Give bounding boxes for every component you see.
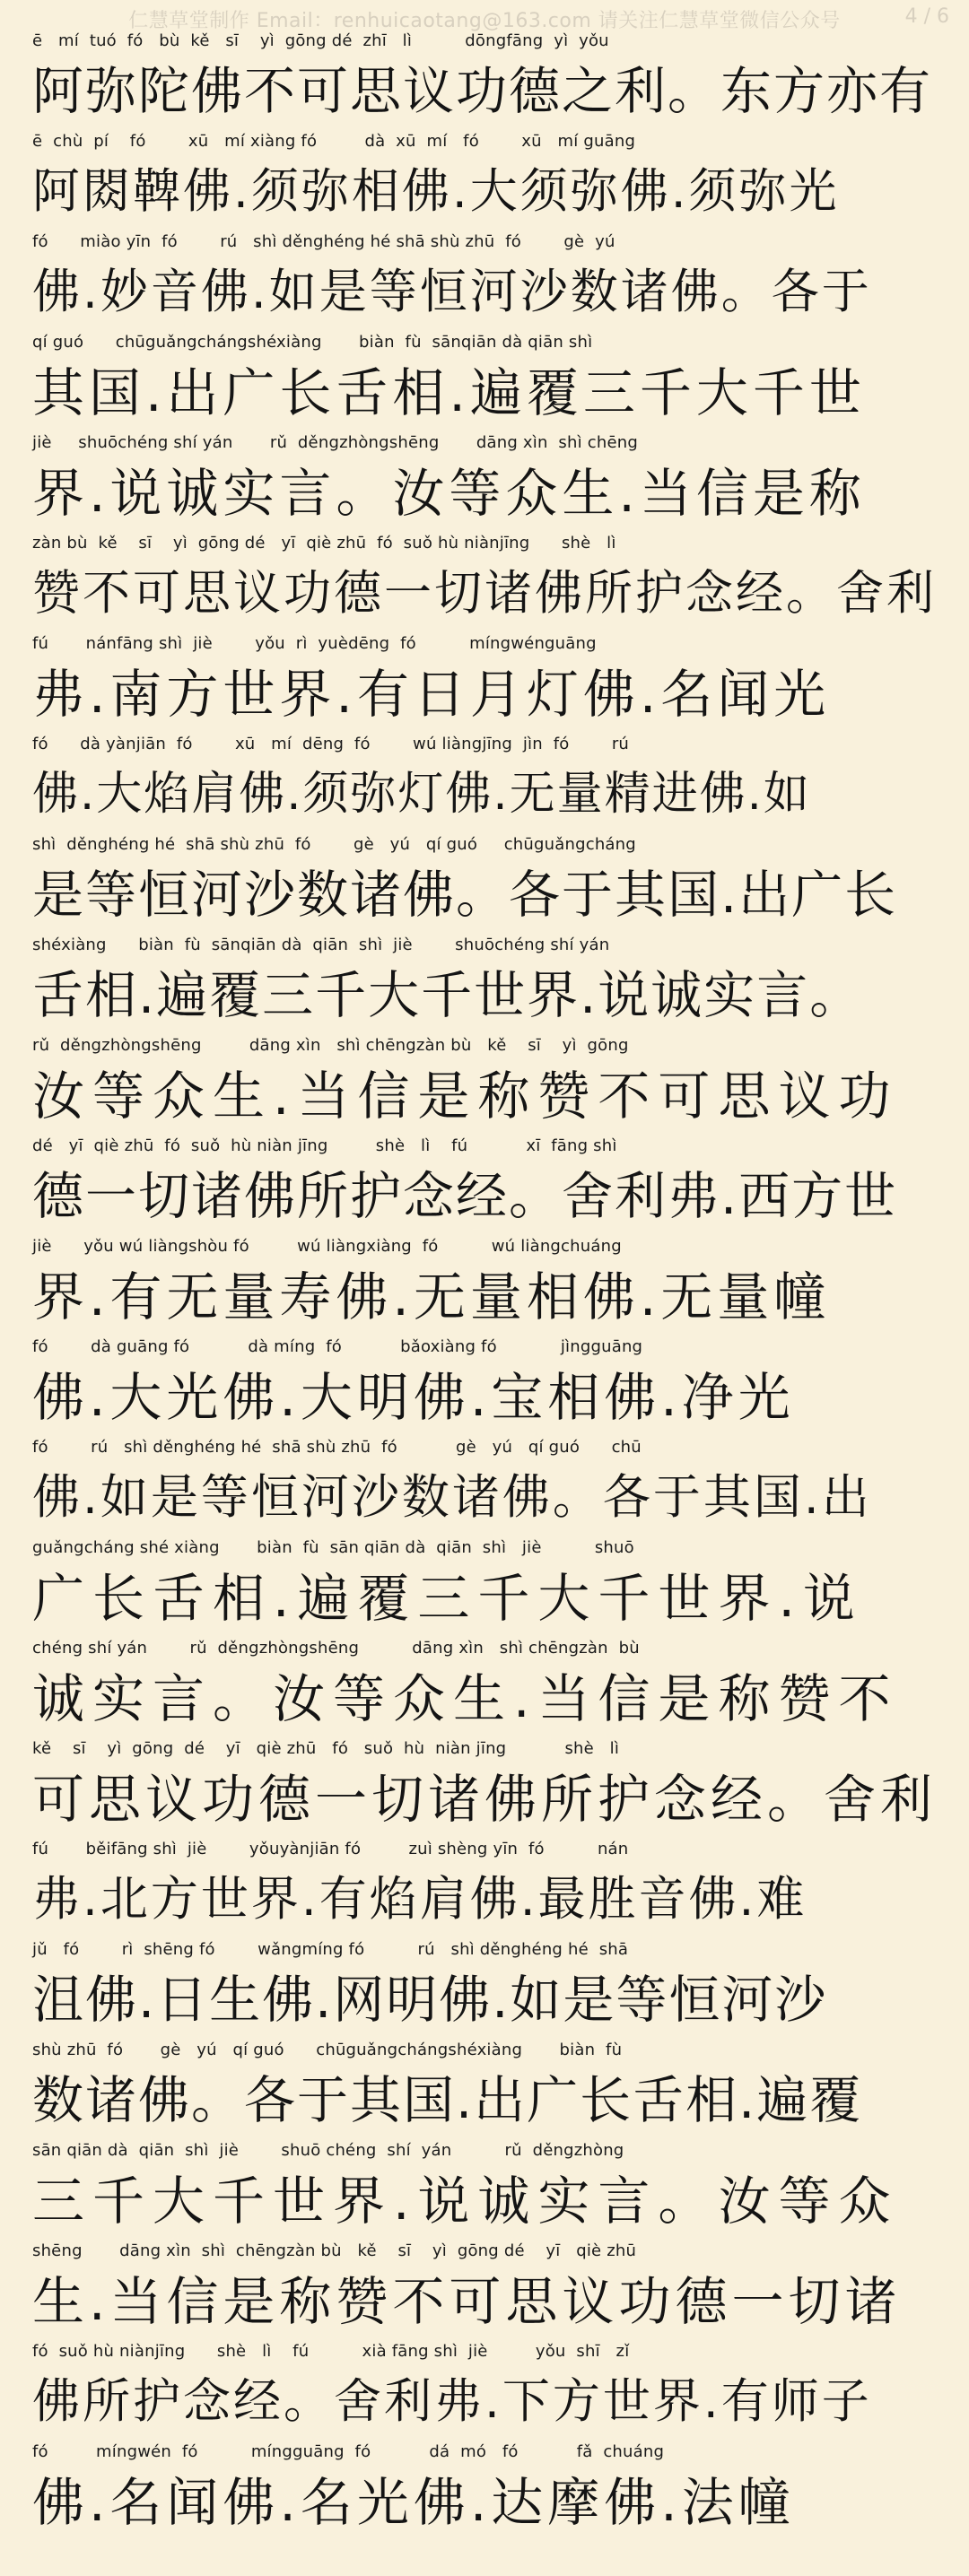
chinese-text: 舌相.遍覆三千大千世界.说诚实言。 xyxy=(32,966,863,1025)
pinyin-annotation: fó míngwén fó míngguāng fó dá mó fó fǎ chuáng xyxy=(32,2442,665,2461)
chinese-text: 汝等众生.当信是称赞不可思议功 xyxy=(32,1066,899,1127)
page-number: 4 / 6 xyxy=(904,5,949,28)
text-line xyxy=(32,522,947,622)
chinese-text: 广长舌相.遍覆三千大千世界.说 xyxy=(32,1568,863,1629)
chinese-text: 可思议功德一切诸佛所护念经。舍利 xyxy=(32,1769,938,1830)
chinese-text: 佛.大光佛.大明佛.宝相佛.净光 xyxy=(32,1367,795,1428)
pinyin-annotation: ē mí tuó fó bù kě sī yì gōng dé zhī lì dōngfāng yì yǒu xyxy=(32,31,609,50)
pinyin-annotation: jiè shuōchéng shí yán rǔ děngzhòngshēng dāng xìn shì chēng xyxy=(32,433,638,452)
pinyin-annotation: chéng shí yán rǔ děngzhòngshēng dāng xìn shì chēngzàn bù xyxy=(32,1639,640,1658)
text-line xyxy=(32,2129,947,2230)
pinyin-annotation: zàn bù kě sī yì gōng dé yī qiè zhū fó suǒ hù niànjīng shè lì xyxy=(32,534,616,553)
text-line xyxy=(32,2330,947,2431)
chinese-text: 沮佛.日生佛.网明佛.如是等恒河沙 xyxy=(32,1971,828,2030)
pinyin-annotation: sān qiān dà qiān shì jiè shuō chéng shí yán rǔ děngzhòng xyxy=(32,2141,624,2160)
pinyin-annotation: fú nánfāng shì jiè yǒu rì yuèdēng fó míngwénguāng xyxy=(32,634,597,653)
pinyin-annotation: fó miào yīn fó rú shì děnghéng hé shā shù zhū fó gè yú xyxy=(32,232,615,251)
pinyin-annotation: shéxiàng biàn fù sānqiān dà qiān shì jiè shuōchéng shí yán xyxy=(32,936,610,954)
text-line xyxy=(32,1326,947,1426)
chinese-text: 阿閦鞞佛.须弥相佛.大须弥佛.须弥光 xyxy=(32,164,840,219)
watermark-text: 仁慧草堂制作 Email：renhuicaotang@163.com 请关注仁慧草堂微信公众号 xyxy=(128,10,841,32)
pinyin-annotation: fú běifāng shì jiè yǒuyànjiān fó zuì shèng yīn fó nán xyxy=(32,1840,629,1858)
pinyin-annotation: shēng dāng xìn shì chēngzàn bù kě sī yì gōng dé yī qiè zhū xyxy=(32,2241,637,2260)
pinyin-annotation: shì děnghéng hé shā shù zhū fó gè yú qí guó chūguǎngcháng xyxy=(32,835,636,854)
chinese-text: 界.说诚实言。汝等众生.当信是称 xyxy=(32,463,866,524)
chinese-text: 佛.妙音佛.如是等恒河沙数诸佛。各于 xyxy=(32,265,872,319)
chinese-text: 三千大千世界.说诚实言。汝等众 xyxy=(32,2171,899,2232)
sutra-text xyxy=(32,20,947,2531)
pinyin-annotation: fó dà guāng fó dà míng fó bǎoxiàng fó jìngguāng xyxy=(32,1337,643,1356)
chinese-text: 佛.大焰肩佛.须弥灯佛.无量精进佛.如 xyxy=(32,768,811,821)
text-line xyxy=(32,1426,947,1527)
text-line xyxy=(32,422,947,522)
text-line xyxy=(32,1125,947,1225)
chinese-text: 弗.南方世界.有日月灯佛.名闻光 xyxy=(32,664,831,725)
pinyin-annotation: fó dà yànjiān fó xū mí dēng fó wú liàngjīng jìn fó rú xyxy=(32,735,630,753)
chinese-text: 其国.出广长舌相.遍覆三千大千世 xyxy=(32,362,866,423)
pinyin-annotation: qí guó chūguǎngchángshéxiàng biàn fù sānqiān dà qiān shì xyxy=(32,333,593,352)
chinese-text: 德一切诸佛所护念经。舍利弗.西方世 xyxy=(32,1167,898,1226)
chinese-text: 界.有无量寿佛.无量相佛.无量幢 xyxy=(32,1266,831,1327)
text-line xyxy=(32,723,947,823)
text-line xyxy=(32,20,947,120)
pinyin-annotation: kě sī yì gōng dé yī qiè zhū fó suǒ hù niàn jīng shè lì xyxy=(32,1739,620,1758)
text-line xyxy=(32,1928,947,2029)
chinese-text: 是等恒河沙数诸佛。各于其国.出广长 xyxy=(32,866,898,925)
pinyin-annotation: fó suǒ hù niànjīng shè lì fú xià fāng shì jiè yǒu shī zǐ xyxy=(32,2342,630,2361)
text-line xyxy=(32,1024,947,1125)
chinese-text: 弗.北方世界.有焰肩佛.最胜音佛.难 xyxy=(32,1872,808,1927)
text-line xyxy=(32,2029,947,2129)
chinese-text: 生.当信是称赞不可思议功德一切诸 xyxy=(32,2271,902,2332)
chinese-text: 佛.如是等恒河沙数诸佛。各于其国.出 xyxy=(32,1470,872,1525)
text-line xyxy=(32,2431,947,2531)
text-line xyxy=(32,321,947,422)
chinese-text: 佛.名闻佛.名光佛.达摩佛.法幢 xyxy=(32,2472,795,2533)
chinese-text: 赞不可思议功德一切诸佛所护念经。舍利 xyxy=(32,566,937,621)
chinese-text: 佛所护念经。舍利弗.下方世界.有师子 xyxy=(32,2374,872,2429)
text-line xyxy=(32,1727,947,1828)
pinyin-annotation: jiè yǒu wú liàngshòu fó wú liàngxiàng fó wú liàngchuáng xyxy=(32,1237,622,1256)
text-line xyxy=(32,1225,947,1326)
text-line xyxy=(32,622,947,723)
text-line xyxy=(32,1627,947,1727)
text-line xyxy=(32,1527,947,1627)
pinyin-annotation: jǔ fó rì shēng fó wǎngmíng fó rú shì děnghéng hé shā xyxy=(32,1940,629,1959)
chinese-text: 诚实言。汝等众生.当信是称赞不 xyxy=(32,1668,899,1729)
pinyin-annotation: rǔ děngzhòngshēng dāng xìn shì chēngzàn bù kě sī yì gōng xyxy=(32,1036,629,1055)
text-line xyxy=(32,924,947,1024)
pinyin-annotation: guǎngcháng shé xiàng biàn fù sān qiān dà qiān shì jiè shuō xyxy=(32,1538,634,1557)
pinyin-annotation: ē chù pí fó xū mí xiàng fó dà xū mí fó xū mí guāng xyxy=(32,132,636,151)
chinese-text: 数诸佛。各于其国.出广长舌相.遍覆 xyxy=(32,2071,863,2130)
pinyin-annotation: fó rú shì děnghéng hé shā shù zhū fó gè yú qí guó chū xyxy=(32,1438,642,1457)
text-line xyxy=(32,120,947,221)
text-line xyxy=(32,823,947,924)
chinese-text: 阿弥陀佛不可思议功德之利。东方亦有 xyxy=(32,62,932,121)
text-line xyxy=(32,221,947,321)
text-line xyxy=(32,1828,947,1928)
pinyin-annotation: shù zhū fó gè yú qí guó chūguǎngchángshéxiàng biàn fù xyxy=(32,2041,623,2059)
pinyin-annotation: dé yī qiè zhū fó suǒ hù niàn jīng shè lì fú xī fāng shì xyxy=(32,1136,617,1155)
text-line xyxy=(32,2230,947,2330)
